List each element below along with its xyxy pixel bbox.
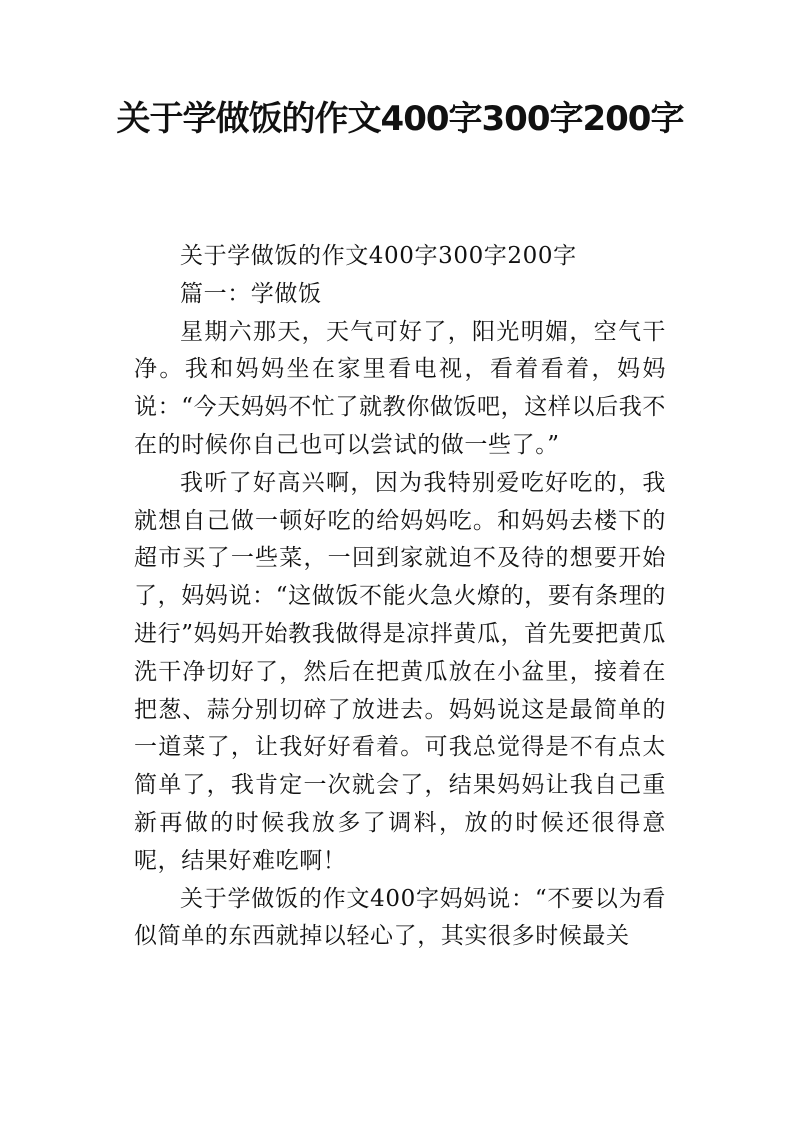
subtitle-paragraph: 关于学做饭的作文400字300字200字 — [180, 243, 577, 269]
body-paragraph: 我听了好高兴啊，因为我特别爱吃好吃的，我就想自己做一顿好吃的给妈妈吃。和妈妈去楼下的超市买了一些菜，一回到家就迫不及待的想要开始了，妈妈说：“这做饭不能火急火燎的，要有条理的进行”妈妈开始教我做得是凉拌黄瓜，首先要把黄瓜洗干净切好了，然后在把黄瓜放在小盆里，接着在把葱、蒜分别切碎了放进去。妈妈说这是最简单的一道菜了，让我好好看着。可我总觉得是不有点太简单了，我肯定一次就会了，结果妈妈让我自己重新再做的时候我放多了调料，放的时候还很得意呢，结果好难吃啊！ — [134, 469, 666, 874]
document-body — [134, 238, 666, 956]
document-title: 关于学做饭的作文400字300字200字 — [116, 99, 684, 139]
body-paragraph: 关于学做饭的作文400字妈妈说：“不要以为看似简单的东西就掉以轻心了，其实很多时候最关 — [134, 885, 666, 950]
body-paragraph: 星期六那天，天气可好了，阳光明媚，空气干净。我和妈妈坐在家里看电视，看着看着，妈妈说：“今天妈妈不忙了就教你做饭吧，这样以后我不在的时候你自己也可以尝试的做一些了。” — [134, 318, 666, 458]
section-heading: 篇一：学做饭 — [180, 280, 322, 307]
